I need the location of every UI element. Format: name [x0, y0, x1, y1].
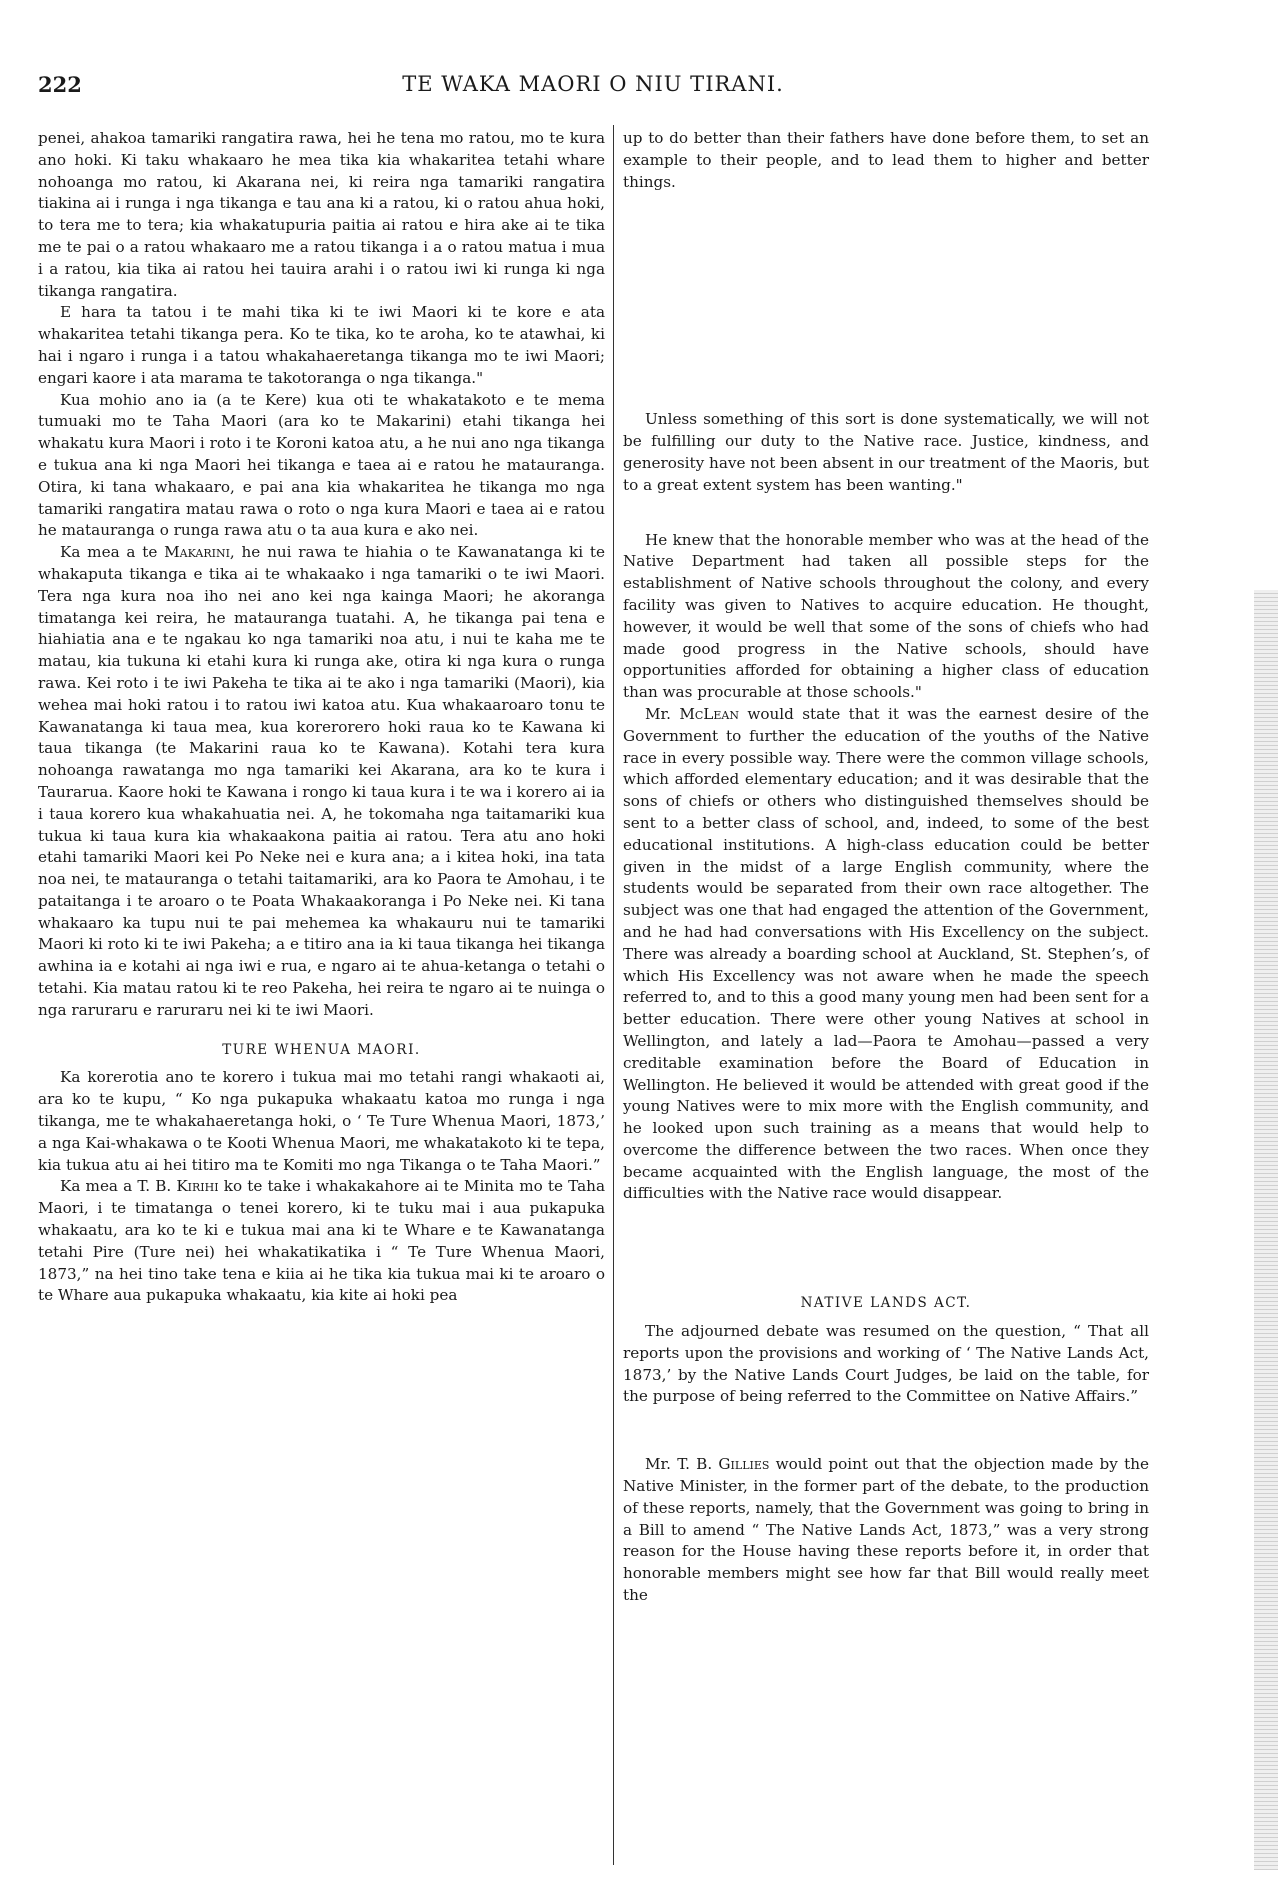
page-title: TE WAKA MAORI O NIU TIRANI. [402, 72, 784, 96]
paragraph [623, 1454, 1149, 1607]
section-heading: TURE WHENUA MAORI. [222, 1041, 421, 1058]
section-heading: NATIVE LANDS ACT. [800, 1295, 972, 1312]
paragraph: Unless something of this sort is done systematically, we will not be fulfilling our duty to the Native race. Justice, kindness, and generosity have not been absent in our treatment of the Maoris, but to a great extent system has been wanting." [623, 410, 1150, 494]
english-column [623, 128, 1149, 1607]
page-number: 222 [38, 72, 82, 97]
paragraph: up to do better than their fathers have done before them, to set an example to their people, and to lead them to higher and better things. [623, 129, 1149, 191]
paragraph [38, 1176, 605, 1307]
spacer [623, 1205, 1149, 1275]
paragraph: E hara ta tatou i te mahi tika ki te iwi Maori ki te kore e ata whakaritea tetahi tikanga pera. Ko te tika, ko te aroha, ko te atawhai, ki hai i ngaro i runga i a tatou whakahaeretanga tikanga mo te iwi Maori; engari kaore i ata marama te takotoranga o nga tikanga." [38, 303, 605, 387]
spacer [623, 193, 1149, 409]
page-header [38, 72, 1148, 106]
paragraph: Ka korerotia ano te korero i tukua mai mo tetahi rangi whakaoti ai, ara ko te kupu, “ Ko nga pukapuka whakaatu katoa mo runga i nga tikanga, me te whakahaeretanga hoki, o ‘ Te Ture Whenua Maori, 1873,’ a nga Kai-whakawa o te Kooti Whenua Maori, me whakatakoto ki te tepa, kia tukua atu ai hei titiro ma te Komiti mo nga Tikanga o te Taha Maori.” [38, 1068, 605, 1174]
paragraph: Kua mohio ano ia (a te Kere) kua oti te whakatakoto e te mema tumuaki mo te Taha Maori (ara ko te Makarini) etahi tikanga hei whakatu kura Maori i roto i te Koroni katoa atu, a he nui ano nga tikanga e tukua ana ki nga Maori hei tikanga e taea ai e ratou he matauranga. Otira, ki tana whakaaro, e pai ana kia whakaritea he tikanga mo nga tamariki rangatira matau rawa o roto o nga kura Maori e taea ai e ratou he matauranga o runga rawa atu o ta aua kura e ako nei. [38, 390, 605, 540]
speaker-name: Makarini [164, 543, 230, 562]
text-run: , he nui rawa te hiahia o te Kawanatanga ki te whakaputa tikanga e tika ai te whakaako i nga tamariki o te iwi Maori. Tera nga kura noa iho nei ano kei nga kainga Maori; he akoranga timatanga kei reira, he matauranga tuatahi. A, he tikanga pai tena e hiahiatia ana e te ngakau ko nga tamariki noa atu, i nui te kaha me te matau, kia tukuna ki etahi kura ki runga ake, otira ki nga kura o runga rawa. Kei roto i te iwi Pakeha te tika ai te ako i nga tamariki (Maori), kia wehea mai hoki ratou i to ratou iwi katoa atu. Kua whakaaroaro tonu te Kawanatanga ki taua mea, kua korerorero hoki raua ko te Kawana ki taua tikanga (te Makarini raua ko te Kawana). Kotahi tera kura nohoanga rawatanga mo nga tamariki kei Akarana, ara ko te kura i Taurarua. Kaore hoki te Kawana i rongo ki taua kura i te wa i korero ai ia i taua korero kua whakahuatia nei. A, he tokomaha nga taitamariki kua tukua ki taua kura kia whakaakona paitia ai ratou. Tera atu ano hoki etahi tamariki Maori kei Po Neke nei e kura ana; a i kitea hoki, ina tata noa nei, te matauranga o tetahi taitamariki, ara ko Paora te Amohau, i te pataitanga i te aroaro o te Poata Whakaakoranga i Po Neke nei. Ki tana whakaaro ka tupu nui te pai mehemea ka whakauru nui te tamariki Maori ki roto ki te iwi Pakeha; a e titiro ana ia ki taua tikanga hei tikanga awhina ia e kotahi ai nga iwi e rua, e ngaro ai te ahua-ketanga o tetahi o tetahi. Kia matau ratou ki te reo Pakeha, hei reira te ngaro ai te nuinga o nga raruraru e raruraru nei ki te iwi Maori. [38, 543, 605, 1019]
maori-column [38, 128, 605, 1307]
text-run: ko te take i whakakahore ai te Minita mo te Taha Maori, i te timatanga o tenei korero, ki te tuku mai i aua pukapuka whakaatu, ara ko te ki e tukua mai ana ki te Whare e te Kawanatanga tetahi Pire (Ture nei) hei whakatikatika i “ Te Ture Whenua Maori, 1873,” na hei tino take tena e kiia ai he tika kia tukua mai ki te aroaro o te Whare aua pukapuka whakaatu, kia kite ai hoki pea [38, 1177, 605, 1305]
spacer [623, 1408, 1149, 1454]
paragraph [623, 704, 1149, 1205]
speaker-name: Gillies [718, 1455, 770, 1474]
text-run: would state that it was the earnest desire of the Government to further the education of the youths of the Native race in every possible way. There were the common village schools, which afforded elementary education; and it was desirable that the sons of chiefs or others who distinguished themselves should be sent to a better class of school, and, indeed, to some of the best educational institutions. A high-class education could be better given in the midst of a large English community, where the students would be separated from their own race altogether. The subject was one that had engaged the attention of the Government, and he had had conversations with His Excellency on the subject. There was already a boarding school at Auckland, St. Stephen’s, of which His Excellency was not aware when he made the speech referred to, and to this a good many young men had been sent for a better education. There were other young Natives at school in Wellington, and lately a lad—Paora te Amohau—passed a very creditable examination before the Board of Education in Wellington. He believed it would be attended with great good if the young Natives were to mix more with the English community, and he looked upon such training as a means that would help to overcome the difference between the two races. When once they became acquainted with the English language, the most of the difficulties with the Native race would disappear. [623, 704, 1150, 1203]
paragraph [38, 542, 605, 1022]
speaker-name: McLean [679, 704, 739, 723]
text-run: would point out that the objection made by the Native Minister, in the former part of the debate, to the production of these reports, namely, that the Government was going to bring in a Bill to amend “ The Native Lands Act, 1873,” was a very strong reason for the House having these reports before it, in order that honorable members might see how far that Bill would really meet the [623, 1455, 1149, 1605]
text-run: Mr. T. B. [645, 1455, 719, 1474]
text-run: Ka mea a T. B. [60, 1177, 177, 1196]
text-run: Mr. [645, 704, 680, 723]
paragraph: penei, ahakoa tamariki rangatira rawa, hei he tena mo ratou, mo te kura ano hoki. Ki taku whakaaro he mea tika kia whakaritea tetahi whare nohoanga mo ratou, ki Akarana nei, ki reira nga tamariki rangatira tiakina ai i runga i nga tikanga e tau ana ki a ratou, ki o ratou ahua hoki, to tera me to tera; kia whakatupuria paitia ai ratou e hira ake ai te tika me te pai o a ratou whakaaro me a ratou tikanga i a o ratou matua i mua i a ratou, kia tika ai ratou hei tauira arahi i o ratou iwi ki runga ki nga tikanga rangatira. [38, 129, 605, 300]
speaker-name: Kirihi [176, 1177, 219, 1196]
paragraph: He knew that the honorable member who was at the head of the Native Department had taken all possible steps for the establishment of Native schools throughout the colony, and every facility was given to Natives to acquire education. He thought, however, it would be well that some of the sons of chiefs who had made good progress in the Native schools, should have opportunities afforded for obtaining a higher class of education than was procurable at those schools." [623, 530, 1149, 702]
text-run: Ka mea a te [60, 543, 165, 562]
spacer [623, 497, 1149, 530]
paragraph: The adjourned debate was resumed on the question, “ That all reports upon the provisions and working of ‘ The Native Lands Act, 1873,’ by the Native Lands Court Judges, be laid on the table, for the purpose of being referred to the Committee on Native Affairs.” [623, 1322, 1149, 1406]
column-divider [613, 125, 614, 1865]
binding-edge [1254, 590, 1278, 1870]
